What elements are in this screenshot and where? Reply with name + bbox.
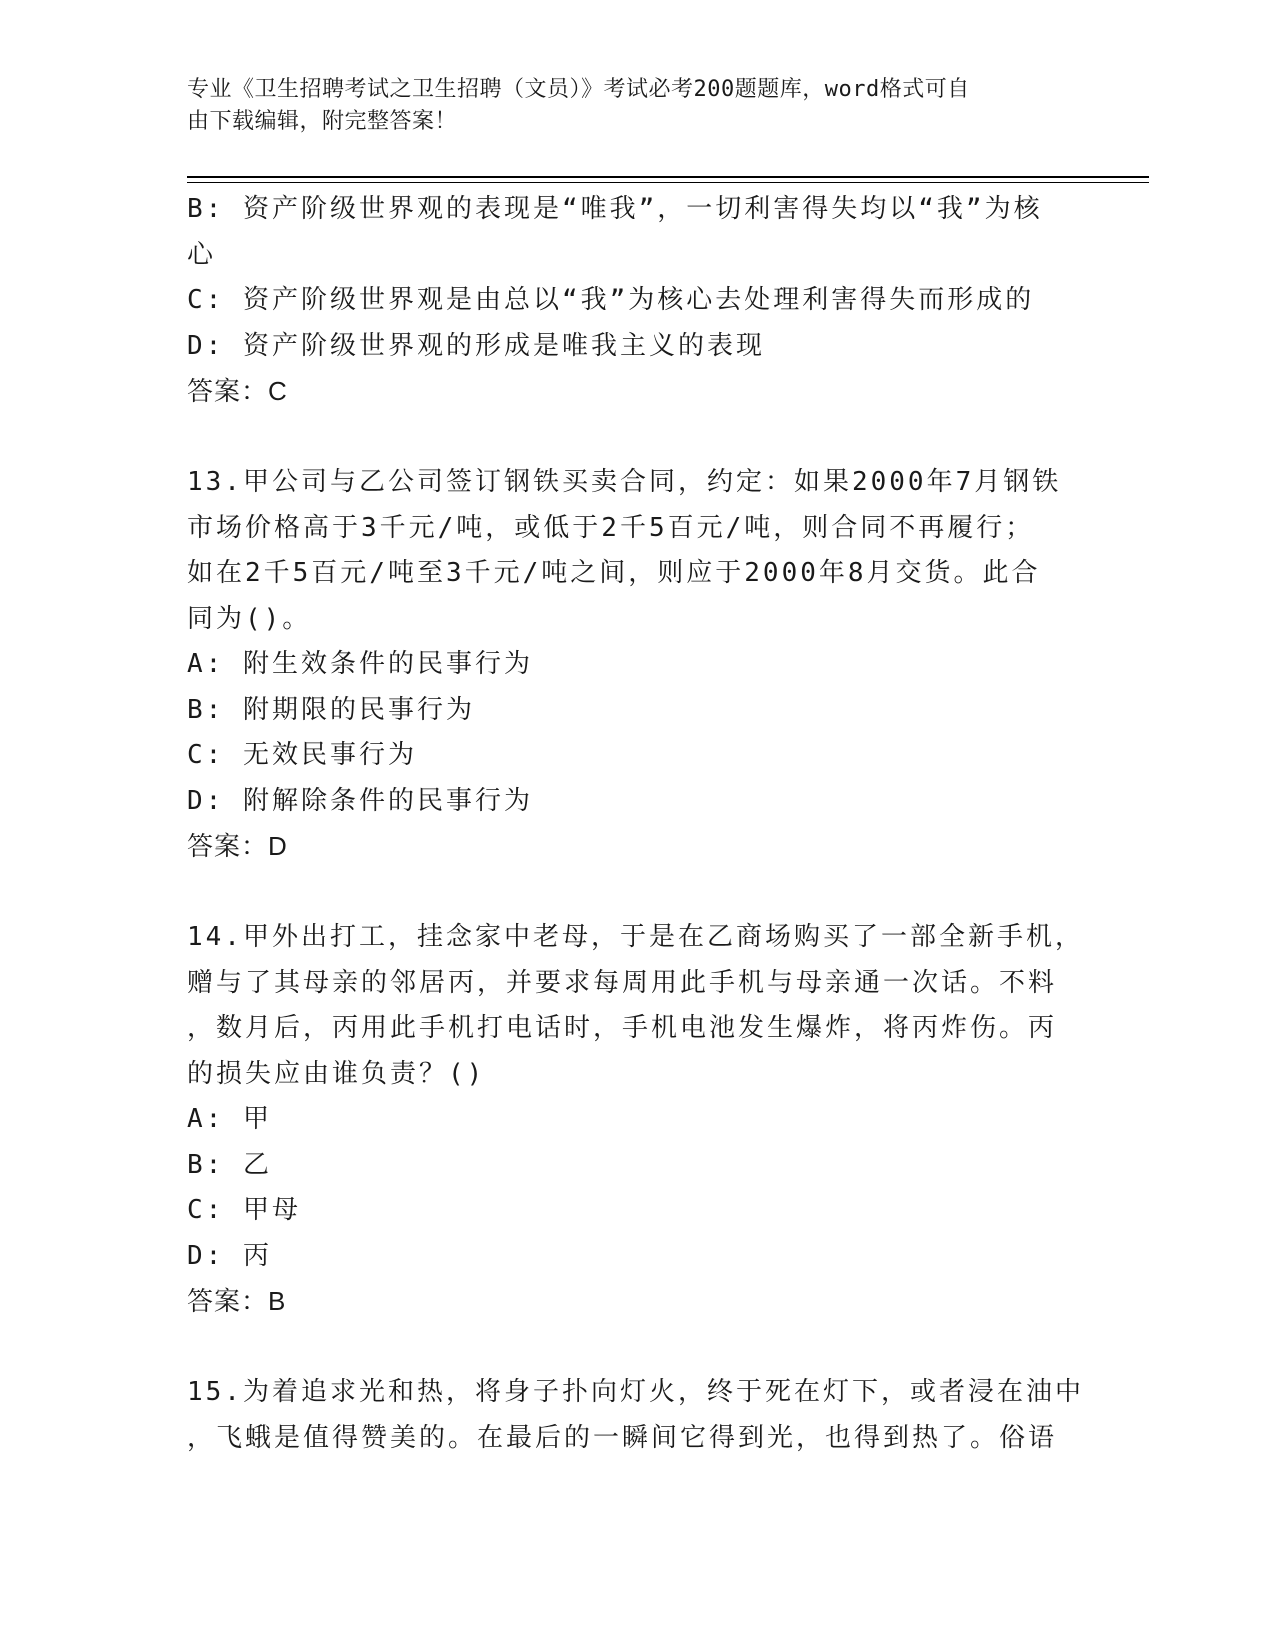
- question-15: [187, 1370, 1084, 1461]
- option-d: D: 丙: [187, 1240, 272, 1271]
- option-b-line-1: B: 资产阶级世界观的表现是“唯我”，一切利害得失均以“我”为核: [187, 194, 1043, 224]
- question-stem-line: 赠与了其母亲的邻居丙，并要求每周用此手机与母亲通一次话。不料: [187, 967, 1058, 998]
- question-stem-line: 15.为着追求光和热，将身子扑向灯火，终于死在灯下，或者浸在油中: [187, 1377, 1084, 1407]
- option-c: C: 资产阶级世界观是由总以“我”为核心去处理利害得失而形成的: [187, 285, 1035, 315]
- question-stem-line: 13.甲公司与乙公司签订钢铁买卖合同，约定：如果2000年7月钢铁: [187, 467, 1062, 497]
- option-a: A: 附生效条件的民事行为: [187, 649, 533, 679]
- answer-line: 答案：C: [187, 376, 288, 406]
- question-stem-line: 的损失应由谁负责？(): [187, 1058, 486, 1089]
- document-body: [187, 187, 1084, 1461]
- option-d: D: 资产阶级世界观的形成是唯我主义的表现: [187, 330, 765, 361]
- question-stem-line: 14.甲外出打工，挂念家中老母，于是在乙商场购买了一部全新手机，: [187, 922, 1084, 952]
- spacer: [187, 870, 1077, 916]
- option-c: C: 甲母: [187, 1195, 301, 1225]
- spacer: [187, 1325, 1077, 1371]
- question-14: [187, 915, 1084, 1325]
- header-line-2: 由下载编辑，附完整答案！: [187, 109, 458, 134]
- answer-line: 答案：D: [187, 831, 288, 861]
- option-c: C: 无效民事行为: [187, 740, 417, 770]
- option-b-line-2: 心: [187, 239, 217, 270]
- spacer: [187, 415, 1077, 461]
- document-header: [187, 74, 1067, 138]
- question-13: [187, 460, 1077, 870]
- question-12-tail: [187, 187, 1077, 415]
- question-stem-line: ，数月后，丙用此手机打电话时，手机电池发生爆炸，将丙炸伤。丙: [187, 1013, 1058, 1043]
- question-stem-line: ，飞蛾是值得赞美的。在最后的一瞬间它得到光，也得到热了。俗语: [187, 1422, 1058, 1453]
- option-d: D: 附解除条件的民事行为: [187, 785, 533, 816]
- answer-line: 答案：B: [187, 1286, 287, 1316]
- header-line-1: 专业《卫生招聘考试之卫生招聘（文员）》考试必考200题题库，word格式可自: [187, 77, 970, 102]
- question-stem-line: 市场价格高于3千元/吨，或低于2千5百元/吨，则合同不再履行；: [187, 512, 1035, 543]
- question-stem-line: 如在2千5百元/吨至3千元/吨之间，则应于2000年8月交货。此合: [187, 558, 1041, 588]
- question-stem-line: 同为()。: [187, 603, 312, 634]
- header-rule-thick: [187, 176, 1149, 178]
- option-b: B: 附期限的民事行为: [187, 694, 475, 725]
- option-b: B: 乙: [187, 1149, 272, 1180]
- header-rule-thin: [187, 182, 1149, 183]
- option-a: A: 甲: [187, 1104, 272, 1134]
